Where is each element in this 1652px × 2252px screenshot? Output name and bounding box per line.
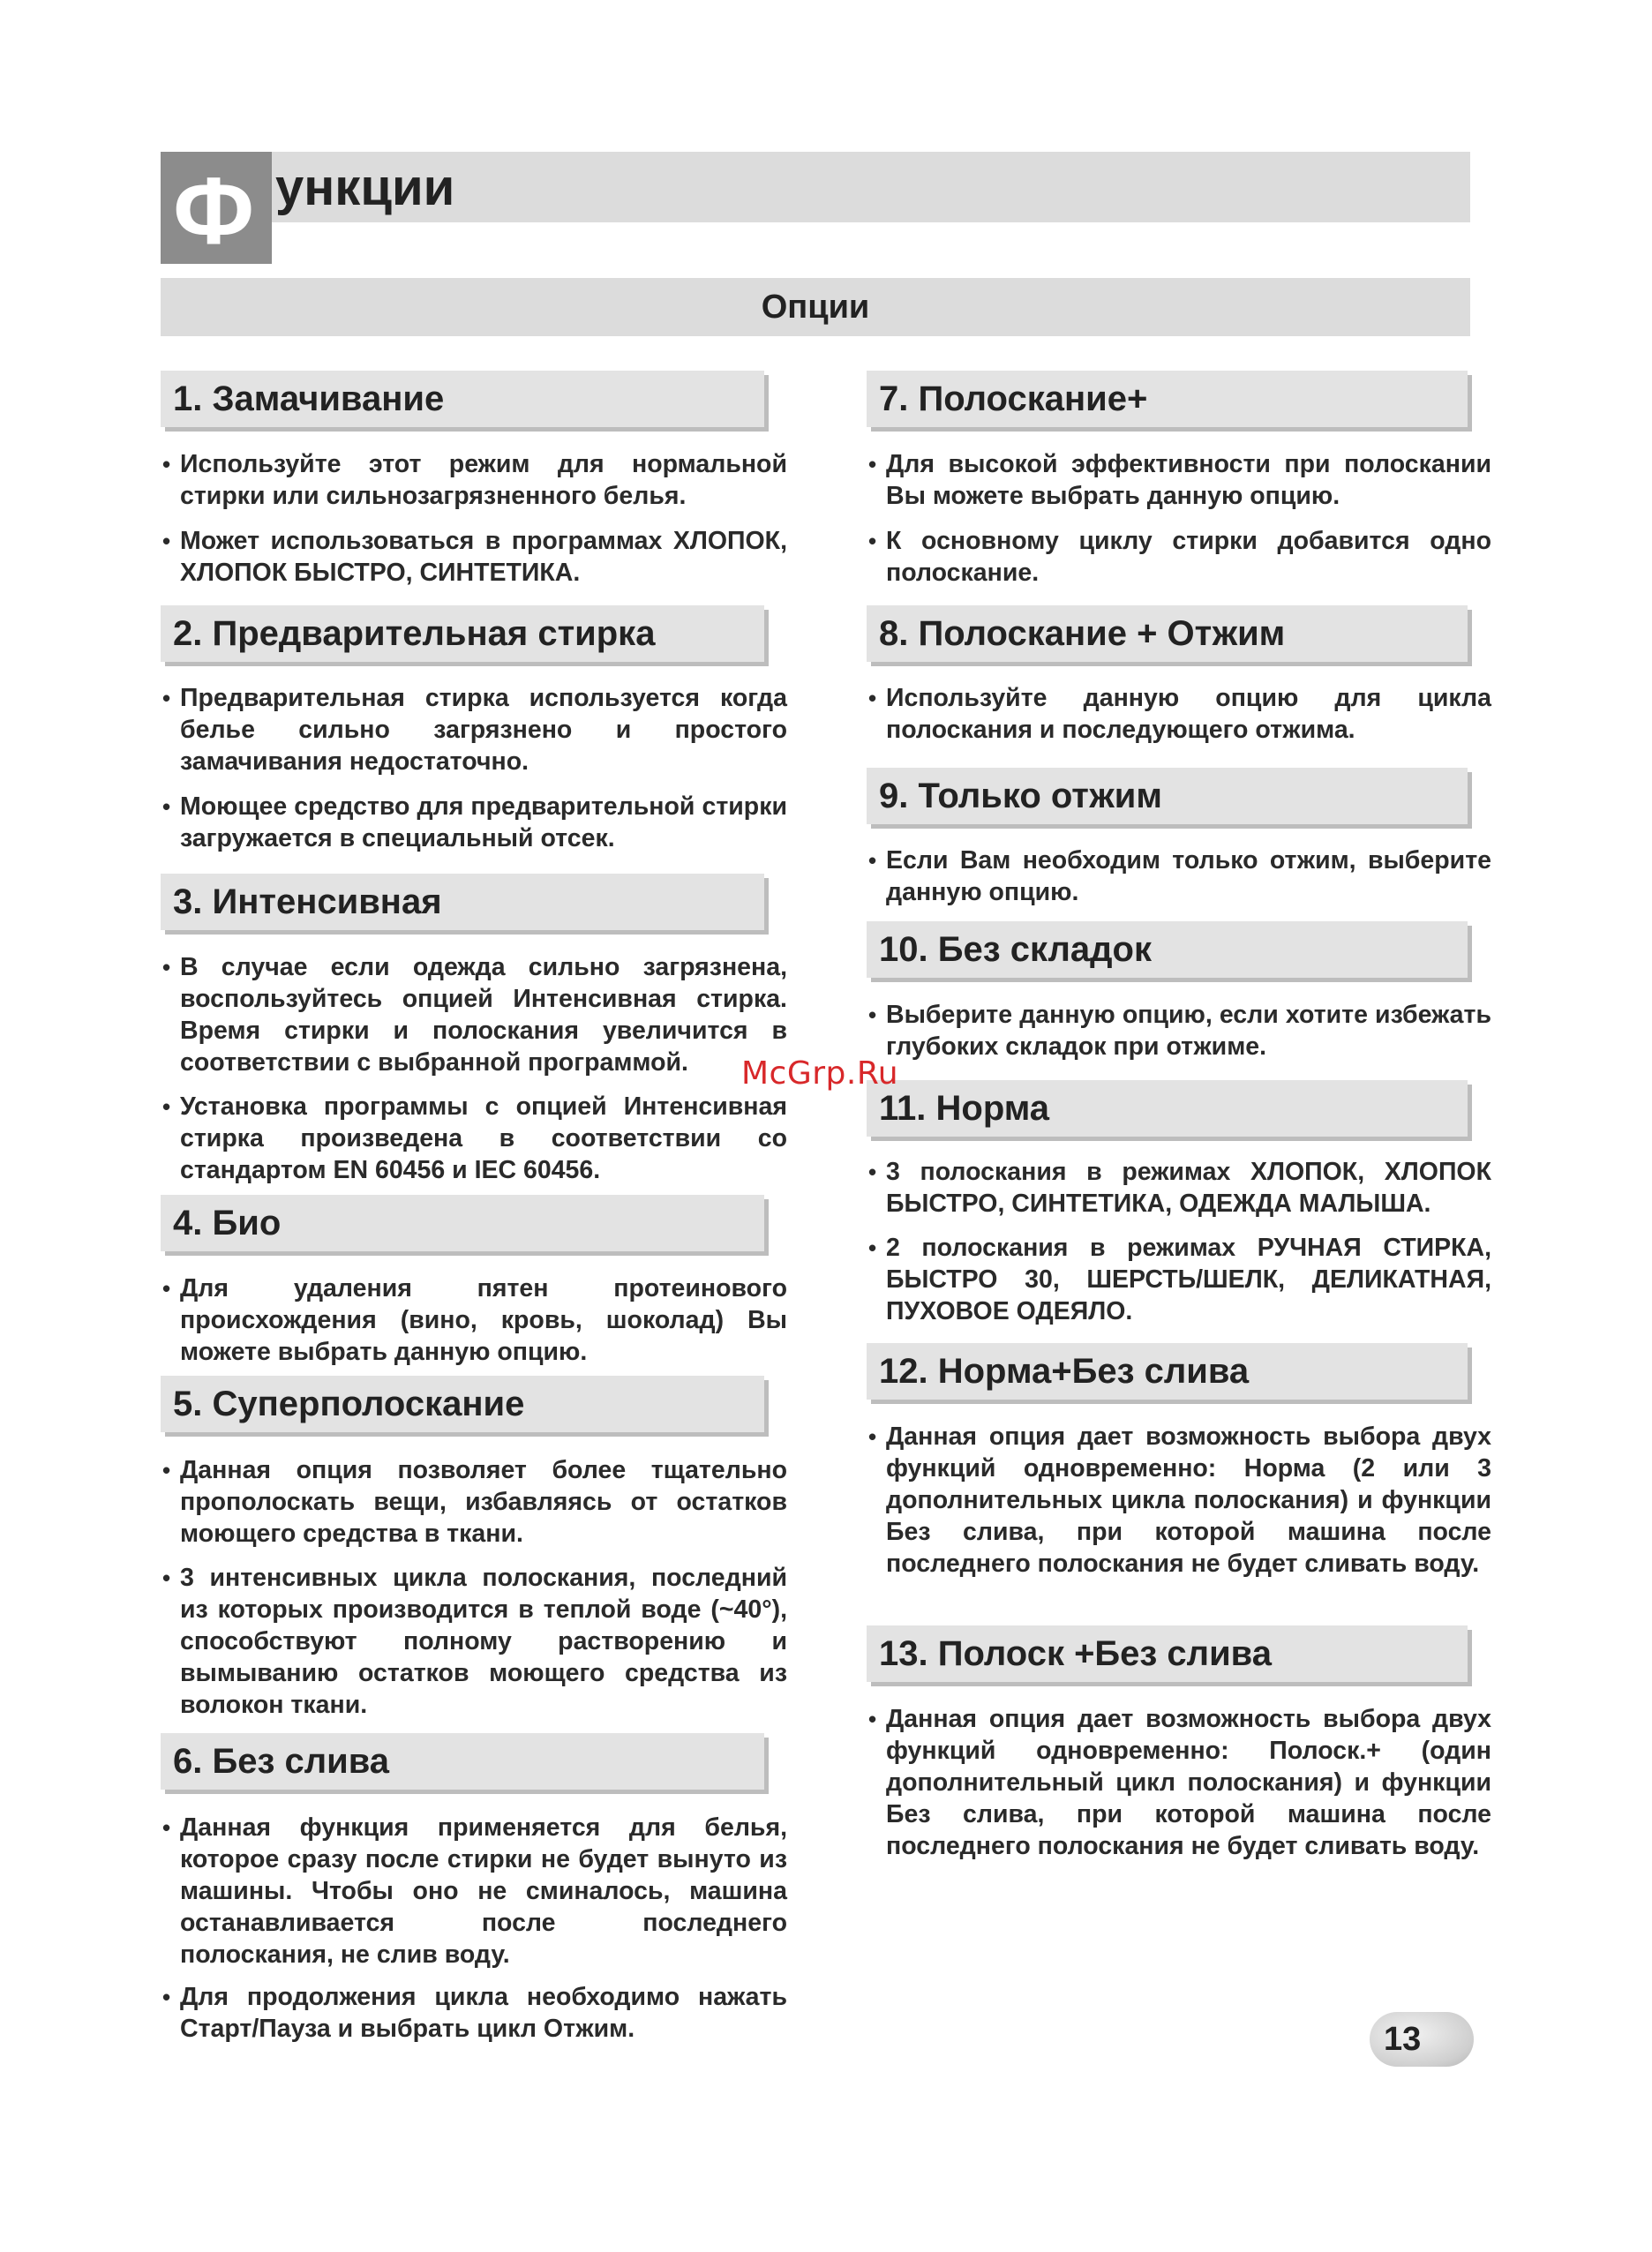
bullet-item: • Используйте данную опцию для цикла полоскания и последующего отжима. (867, 682, 1491, 746)
bullet-item: • 2 полоскания в режимах РУЧНАЯ СТИРКА, БЫСТРО 30, ШЕРСТЬ/ШЕЛК, ДЕЛИКАТНАЯ, ПУХОВОЕ ОДЕЯЛО. (867, 1232, 1491, 1327)
bullet-item: • Для продолжения цикла необходимо нажать Старт/Пауза и выбрать цикл Отжим. (161, 1981, 787, 2045)
bullet-item: • Моющее средство для предварительной стирки загружается в специальный отсек. (161, 791, 787, 854)
bullet-item: • Данная функция применяется для белья, которое сразу после стирки не будет вынуто из машины. Чтобы оно не сминалось, машина останавливается после последнего полоскания, не слив воду. (161, 1812, 787, 1970)
bullet-item: • Если Вам необходим только отжим, выберите данную опцию. (867, 844, 1491, 908)
section-header-no-crease (867, 921, 1468, 978)
bullet-item: • Данная опция дает возможность выбора двух функций одновременно: Полоск.+ (один дополнительный цикл полоскания) и функции Без слива, при которой машина после последнего полоскания не будет сливать воду. (867, 1703, 1491, 1862)
section-title: 13. Полоск +Без слива (879, 1634, 1272, 1673)
title-initial: Ф (173, 157, 255, 264)
section-title: 3. Интенсивная (173, 882, 442, 921)
section-title: 8. Полоскание + Отжим (879, 614, 1286, 653)
bullet-item: • В случае если одежда сильно загрязнена, воспользуйтесь опцией Интенсивная стирка. Время стирки и полоскания увеличится в соответствии с выбранной программой. (161, 951, 787, 1078)
bullet-item: • Может использоваться в программах ХЛОПОК, ХЛОПОК БЫСТРО, СИНТЕТИКА. (161, 525, 787, 589)
section-header-soak (161, 371, 764, 427)
page-number: 13 (1384, 2021, 1422, 2058)
bullet-item: • Данная опция позволяет более тщательно прополоскать вещи, избавляясь от остатков моющего средства в ткани. (161, 1454, 787, 1550)
section-title: 5. Суперполоскание (173, 1385, 525, 1423)
section-title: 11. Норма (879, 1089, 1050, 1128)
section-header-no-drain (161, 1733, 764, 1790)
watermark-text: McGrp.Ru (741, 1055, 899, 1092)
bullet-item: • Данная опция дает возможность выбора двух функций одновременно: Норма (2 или 3 дополнительных цикла полоскания) и функции Без слива, при которой машина после последнего полоскания не будет сливать воду. (867, 1421, 1491, 1580)
bullet-item: • Установка программы с опцией Интенсивная стирка произведена в соответствии со стандартом EN 60456 и IEC 60456. (161, 1091, 787, 1186)
page-title: ункции (275, 159, 455, 216)
bullet-item: • 3 полоскания в режимах ХЛОПОК, ХЛОПОК БЫСТРО, СИНТЕТИКА, ОДЕЖДА МАЛЫША. (867, 1156, 1491, 1220)
section-header-rinse-plus (867, 371, 1468, 427)
section-header-normal-no-drain (867, 1343, 1468, 1400)
section-title: 12. Норма+Без слива (879, 1352, 1250, 1391)
bullet-item: • Используйте этот режим для нормальной стирки или сильнозагрязненного белья. (161, 448, 787, 512)
section-title: 9. Только отжим (879, 777, 1162, 815)
section-title: 6. Без слива (173, 1742, 390, 1781)
section-header-bio (161, 1195, 764, 1251)
section-title: 2. Предварительная стирка (173, 614, 656, 653)
section-header-prewash (161, 605, 764, 662)
options-heading: Опции (761, 289, 870, 326)
options-bar (161, 278, 1470, 336)
section-header-rinse-no-drain (867, 1625, 1468, 1682)
section-title: 4. Био (173, 1204, 282, 1242)
section-header-normal (867, 1080, 1468, 1137)
section-title: 7. Полоскание+ (879, 379, 1148, 418)
bullet-item: • Выберите данную опцию, если хотите избежать глубоких складок при отжиме. (867, 999, 1491, 1062)
section-header-super-rinse (161, 1376, 764, 1432)
section-header-spin-only (867, 768, 1468, 824)
bullet-item: • Для высокой эффективности при полоскании Вы можете выбрать данную опцию. (867, 448, 1491, 512)
section-title: 10. Без складок (879, 930, 1152, 969)
bullet-item: • К основному циклу стирки добавится одно полоскание. (867, 525, 1491, 589)
bullet-item: • 3 интенсивных цикла полоскания, последний из которых производится в теплой воде (~40°), способствуют полному растворению и вымыванию остатков моющего средства из волокон ткани. (161, 1562, 787, 1721)
section-header-intensive (161, 874, 764, 930)
bullet-item: • Для удаления пятен протеинового происхождения (вино, кровь, шоколад) Вы можете выбрать данную опцию. (161, 1272, 787, 1368)
bullet-item: • Предварительная стирка используется когда белье сильно загрязнено и простого замачивания недостаточно. (161, 682, 787, 777)
section-header-rinse-spin (867, 605, 1468, 662)
section-title: 1. Замачивание (173, 379, 445, 418)
